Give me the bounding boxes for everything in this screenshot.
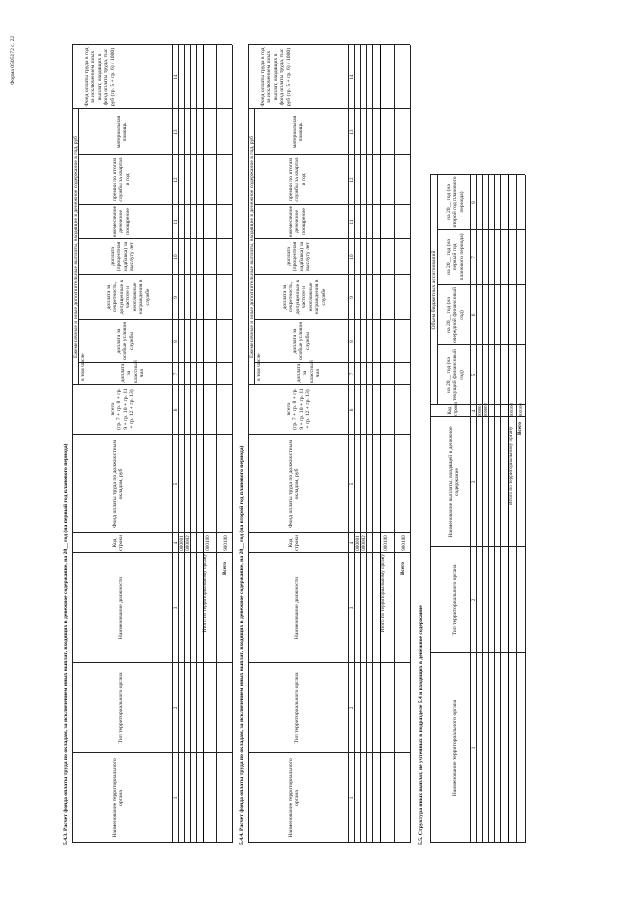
col-header: доплата за классный чин <box>120 360 146 383</box>
col-number: 8 <box>173 340 179 343</box>
col-number: 4 <box>173 541 179 545</box>
col-header: Код строки <box>112 534 125 552</box>
form-label: Форма 0505172 с. 22 <box>10 35 16 85</box>
col-header: на 20__ год (на второй год планового периода) <box>446 176 465 228</box>
col-number: 1 <box>349 796 355 800</box>
vsego-label: Всего <box>400 562 406 575</box>
section-544-title: 5.4.4. Расчет фонда оплаты труда по окладам, за исключением иных выплат, входящих в денежное содержание, на 20__ год (на второй год планового периода) <box>239 445 245 845</box>
col-header: премии по итогам службы за квартал и год <box>112 157 131 202</box>
col-number: 7 <box>471 256 477 259</box>
col-number: 6 <box>471 313 477 317</box>
col-number: 2 <box>173 706 179 710</box>
itogo-code: 000100 <box>383 535 389 551</box>
col-number: 7 <box>173 372 179 376</box>
col-number: 1 <box>471 746 477 750</box>
col-header: Тип территориального органа <box>452 564 458 636</box>
col-header: доплата за секретность, допущенные к частоте и неотложные награждения в службе <box>282 279 327 315</box>
col-header: доплата (процентная надбавка) за выслугу лет <box>110 241 136 272</box>
col-header: доплата за особые условия службы <box>292 322 311 360</box>
row-code: 000001 <box>477 403 482 417</box>
col-number: 11 <box>173 219 179 225</box>
col-number: 10 <box>349 254 355 260</box>
col-number: 8 <box>349 340 355 343</box>
col-number: 2 <box>349 706 355 710</box>
col-header: Тип территориального органа <box>118 672 124 744</box>
section-55-title: 5.5. Структура иных выплат, не учтенных в подразделе 5.4 и входящих в денежное содержание <box>418 605 424 845</box>
col-header: материальная помощь <box>116 115 129 149</box>
itogo-code: 000100 <box>205 535 211 551</box>
col-number: 9 <box>173 296 179 299</box>
col-number: 4 <box>471 409 477 413</box>
col-number: 3 <box>471 480 477 484</box>
col-number: 1 <box>173 796 179 800</box>
col-header-total: всего <box>286 402 292 416</box>
col-number: 14 <box>349 74 355 80</box>
col-number: 5 <box>173 482 179 486</box>
col-header: Фонд оплаты труда по должностным окладам, руб <box>112 440 125 528</box>
col-header: доплата за классный чин <box>296 360 322 383</box>
col-header: Наименование территориального органа <box>112 758 125 838</box>
col-header: Наименование должности <box>294 576 300 640</box>
itogo-code: 000100 <box>509 403 514 417</box>
col-header: Наименование территориального органа <box>288 758 301 838</box>
vsego-code: 900100 <box>223 535 229 551</box>
col-header: материальная помощь <box>292 115 305 149</box>
col-number: 3 <box>349 606 355 610</box>
itogo-label: Итого по территориальному органу <box>202 554 208 633</box>
col-group-header: Ежемесячные и иные дополнительные выплаты, входящие в денежное содержание в год, руб <box>73 135 79 359</box>
vsego-code: 900100 <box>401 535 407 551</box>
col-header-total-formula: (гр. 7 + гр. 8 + гр. 9 + гр. 10 + гр. 11 + гр. 12 + гр. 13) <box>292 388 312 430</box>
col-header-total-formula: (гр. 7 + гр. 8 + гр. 9 + гр. 10 + гр. 11 + гр. 12 + гр. 13) <box>116 388 136 430</box>
col-header: премии по итогам службы за квартал и год <box>288 157 307 202</box>
col-number: 8 <box>471 201 477 204</box>
col-group-inchis: в том числе <box>256 353 262 381</box>
col-header: на 20__ год (на очередной финансовый год) <box>446 287 465 343</box>
col-header: Фонд оплаты труда по должностным окладам, руб <box>288 440 301 528</box>
row-code: 000001 <box>355 535 361 551</box>
row-code: 000002 <box>185 535 191 551</box>
col-number: 12 <box>173 177 179 183</box>
col-header: Наименование должности <box>118 576 124 640</box>
vsego-code: 900100 <box>518 403 523 417</box>
col-header: Фонд оплаты труда в год за исключением иных выплат, входящих в фонд оплаты труда, тыс руб (гр. 5 + гр. 6) / 1000) <box>84 47 116 107</box>
col-header: на 20__ год (на первый год планового периода) <box>446 233 465 281</box>
col-group-header: Объем бюджетных ассигнований <box>431 250 437 330</box>
row-code: 000002 <box>483 403 488 417</box>
section-543-title: 5.4.3. Расчет фонда оплаты труда по окладам, за исключением иных выплат, входящих в денежное содержание, на 20__ год (на первый год планового периода) <box>63 443 69 845</box>
col-header: ежемесячное денежное поощрение <box>112 205 131 237</box>
col-header: Фонд оплаты труда в год за исключением иных выплат, входящих в фонд оплаты труда, тыс руб (гр. 5 + гр. 6) / 1000) <box>260 47 292 107</box>
col-header: доплата (процентная надбавка) за выслугу лет <box>286 241 312 272</box>
vsego-label: Всего <box>222 562 228 575</box>
col-number: 13 <box>173 129 179 135</box>
col-number: 6 <box>173 408 179 412</box>
col-header: доплата за секретность, допущенные к частоте и неотложные награждения в службе <box>106 279 151 315</box>
col-number: 7 <box>349 372 355 376</box>
itogo-label: Итого по территориальному органу <box>508 426 514 505</box>
col-header: на 20__ год (на текущий финансовый год) <box>446 349 465 401</box>
col-header: Наименование выплаты, входящей в денежное содержание <box>448 426 461 538</box>
col-number: 2 <box>471 598 477 602</box>
row-code: 000002 <box>361 535 367 551</box>
col-number: 11 <box>349 219 355 225</box>
row-code: 000001 <box>179 535 185 551</box>
col-header-total: всего <box>110 402 116 416</box>
col-group-header: Ежемесячные и иные дополнительные выплаты, входящие в денежное содержание в год, руб <box>249 135 255 359</box>
vsego-label: Всего <box>517 422 523 435</box>
col-number: 4 <box>349 541 355 545</box>
itogo-label: Итого по территориальному органу <box>380 554 386 633</box>
col-header: Тип территориального органа <box>294 672 300 744</box>
col-header: Код строки <box>448 402 459 416</box>
col-header: ежемесячное денежное поощрение <box>288 205 307 237</box>
col-header: Код строки <box>288 534 301 552</box>
col-number: 10 <box>173 254 179 260</box>
col-number: 12 <box>349 177 355 183</box>
col-group-inchis: в том числе <box>80 353 86 381</box>
col-number: 6 <box>349 408 355 412</box>
col-number: 5 <box>471 373 477 377</box>
col-header: доплата за особые условия службы <box>116 322 135 360</box>
col-number: 14 <box>173 74 179 80</box>
col-header: Наименование территориального органа <box>452 699 458 797</box>
col-number: 13 <box>349 129 355 135</box>
col-number: 3 <box>173 606 179 610</box>
col-number: 9 <box>349 296 355 299</box>
col-number: 5 <box>349 482 355 486</box>
